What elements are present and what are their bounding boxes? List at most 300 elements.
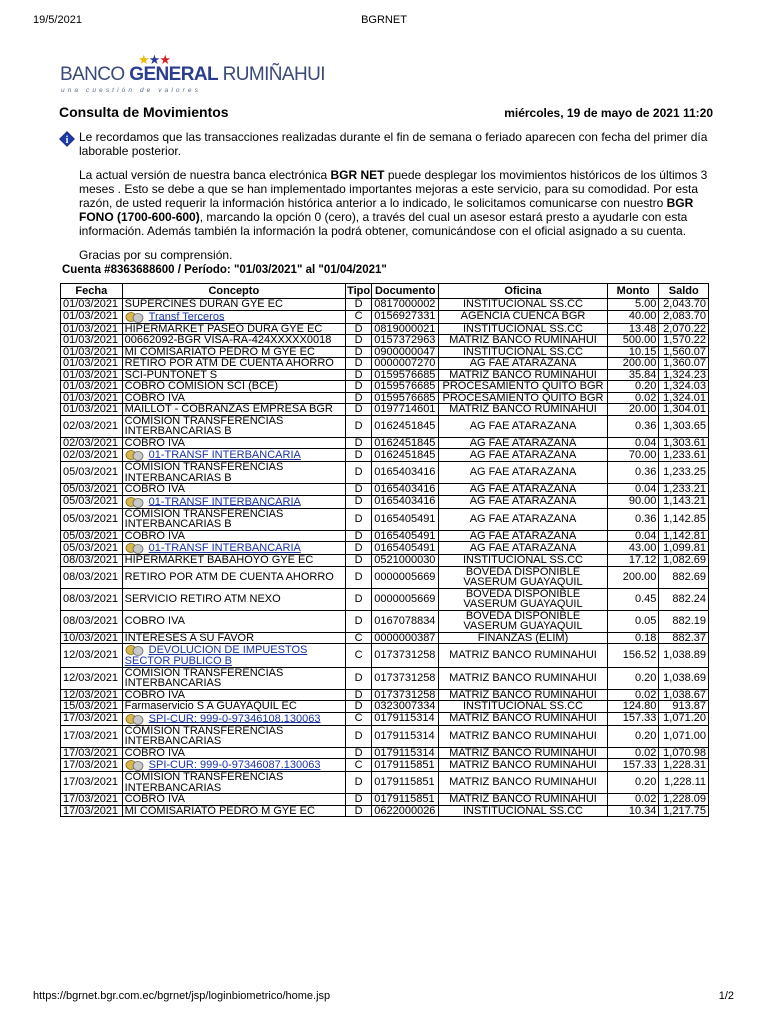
cell-saldo: 882.19 bbox=[659, 610, 709, 632]
cell-concepto: MI COMISARIATO PEDRO M GYE EC bbox=[122, 805, 345, 817]
cell-monto: 17.12 bbox=[607, 555, 659, 567]
cell-documento: 0165403416 bbox=[372, 462, 439, 484]
coins-icon bbox=[125, 496, 147, 508]
notice-thanks: Gracias por su comprensión. bbox=[79, 248, 233, 262]
col-saldo: Saldo bbox=[659, 284, 709, 299]
cell-fecha: 01/03/2021 bbox=[61, 404, 123, 416]
table-row bbox=[61, 323, 709, 335]
cell-saldo: 2,043.70 bbox=[659, 299, 709, 311]
cell-concepto: SCI-PUNTONET S bbox=[122, 369, 345, 381]
cell-tipo: D bbox=[345, 805, 371, 817]
cell-documento: 0162451845 bbox=[372, 449, 439, 462]
cell-fecha: 17/03/2021 bbox=[61, 805, 123, 817]
table-row bbox=[61, 632, 709, 644]
cell-monto: 0.20 bbox=[607, 725, 659, 747]
cell-fecha: 02/03/2021 bbox=[61, 415, 123, 437]
table-row bbox=[61, 566, 709, 588]
cell-fecha: 01/03/2021 bbox=[61, 392, 123, 404]
cell-concepto: COMISION TRANSFERENCIAS INTERBANCARIAS B bbox=[122, 508, 345, 530]
table-row bbox=[61, 805, 709, 817]
print-page-number: 1/2 bbox=[718, 990, 734, 1002]
cell-fecha: 05/03/2021 bbox=[61, 542, 123, 555]
cell-documento: 0157372963 bbox=[372, 335, 439, 347]
cell-documento: 0000007270 bbox=[372, 358, 439, 370]
cell-tipo: D bbox=[345, 346, 371, 358]
cell-monto: 10.15 bbox=[607, 346, 659, 358]
cell-tipo: D bbox=[345, 772, 371, 794]
cell-saldo: 913.87 bbox=[659, 701, 709, 713]
cell-saldo: 1,071.00 bbox=[659, 725, 709, 747]
cell-oficina: MATRIZ BANCO RUMINAHUI bbox=[439, 667, 608, 689]
cell-tipo: D bbox=[345, 437, 371, 449]
cell-oficina: AG FAE ATARAZANA bbox=[439, 495, 608, 508]
cell-documento: 0819000021 bbox=[372, 323, 439, 335]
cell-oficina: PROCESAMIENTO QUITO BGR bbox=[439, 381, 608, 393]
cell-monto: 0.18 bbox=[607, 632, 659, 644]
cell-concepto: COBRO IVA bbox=[122, 610, 345, 632]
coins-icon bbox=[125, 311, 147, 323]
cell-documento: 0165405491 bbox=[372, 542, 439, 555]
cell-tipo: D bbox=[345, 369, 371, 381]
table-row[interactable] bbox=[61, 495, 709, 508]
cell-fecha: 05/03/2021 bbox=[61, 495, 123, 508]
cell-tipo: D bbox=[345, 358, 371, 370]
cell-documento: 0323007334 bbox=[372, 701, 439, 713]
cell-concepto: COBRO IVA bbox=[122, 747, 345, 759]
cell-tipo: C bbox=[345, 712, 371, 725]
cell-fecha: 01/03/2021 bbox=[61, 369, 123, 381]
cell-monto: 124.80 bbox=[607, 701, 659, 713]
cell-fecha: 01/03/2021 bbox=[61, 358, 123, 370]
cell-concepto: COBRO IVA bbox=[122, 689, 345, 701]
cell-tipo: C bbox=[345, 632, 371, 644]
cell-concepto: COBRO IVA bbox=[122, 437, 345, 449]
table-row bbox=[61, 689, 709, 701]
col-fecha: Fecha bbox=[61, 284, 123, 299]
cell-tipo: D bbox=[345, 335, 371, 347]
cell-monto: 0.02 bbox=[607, 392, 659, 404]
cell-fecha: 01/03/2021 bbox=[61, 346, 123, 358]
cell-saldo: 1,099.81 bbox=[659, 542, 709, 555]
cell-saldo: 1,233.21 bbox=[659, 484, 709, 496]
cell-fecha: 05/03/2021 bbox=[61, 462, 123, 484]
table-row bbox=[61, 299, 709, 311]
coins-icon bbox=[125, 542, 147, 554]
cell-monto: 35.84 bbox=[607, 369, 659, 381]
table-row[interactable] bbox=[61, 542, 709, 555]
cell-concepto: COMISION TRANSFERENCIAS INTERBANCARIAS bbox=[122, 667, 345, 689]
table-row[interactable] bbox=[61, 644, 709, 668]
cell-monto: 70.00 bbox=[607, 449, 659, 462]
page-title: Consulta de Movimientos bbox=[59, 104, 229, 120]
cell-fecha: 01/03/2021 bbox=[61, 323, 123, 335]
cell-saldo: 1,071.20 bbox=[659, 712, 709, 725]
cell-saldo: 1,324.01 bbox=[659, 392, 709, 404]
cell-monto: 20.00 bbox=[607, 404, 659, 416]
notice-weekend: Le recordamos que las transacciones realizadas durante el fin de semana o feriado aparecen con fecha del primer día laborable posterior. bbox=[79, 130, 708, 158]
cell-fecha: 17/03/2021 bbox=[61, 747, 123, 759]
cell-documento: 0179115314 bbox=[372, 712, 439, 725]
cell-concepto: MI COMISARIATO PEDRO M GYE EC bbox=[122, 346, 345, 358]
cell-monto: 0.02 bbox=[607, 689, 659, 701]
col-oficina: Oficina bbox=[439, 284, 608, 299]
cell-fecha: 17/03/2021 bbox=[61, 712, 123, 725]
cell-documento: 0159576685 bbox=[372, 381, 439, 393]
cell-documento: 0165403416 bbox=[372, 484, 439, 496]
cell-oficina: INSTITUCIONAL SS.CC bbox=[439, 323, 608, 335]
cell-documento: 0000005669 bbox=[372, 588, 439, 610]
cell-fecha: 01/03/2021 bbox=[61, 299, 123, 311]
svg-text:i: i bbox=[65, 135, 69, 146]
cell-monto: 0.36 bbox=[607, 415, 659, 437]
cell-concepto: COBRO IVA bbox=[122, 392, 345, 404]
coins-icon bbox=[125, 449, 147, 461]
cell-fecha: 02/03/2021 bbox=[61, 437, 123, 449]
cell-documento: 0162451845 bbox=[372, 437, 439, 449]
cell-tipo: D bbox=[345, 566, 371, 588]
cell-tipo: C bbox=[345, 310, 371, 323]
cell-oficina: MATRIZ BANCO RUMINAHUI bbox=[439, 794, 608, 806]
cell-tipo: D bbox=[345, 508, 371, 530]
cell-concepto: HIPERMARKET BABAHOYO GYE EC bbox=[122, 555, 345, 567]
cell-documento: 0156927331 bbox=[372, 310, 439, 323]
cell-documento: 0162451845 bbox=[372, 415, 439, 437]
cell-monto: 40.00 bbox=[607, 310, 659, 323]
cell-monto: 13.48 bbox=[607, 323, 659, 335]
cell-tipo: D bbox=[345, 555, 371, 567]
cell-oficina: AG FAE ATARAZANA bbox=[439, 530, 608, 542]
cell-monto: 156.52 bbox=[607, 644, 659, 668]
cell-monto: 500.00 bbox=[607, 335, 659, 347]
table-row bbox=[61, 610, 709, 632]
cell-documento: 0165405491 bbox=[372, 530, 439, 542]
table-row bbox=[61, 404, 709, 416]
cell-monto: 0.04 bbox=[607, 437, 659, 449]
cell-documento: 0179115851 bbox=[372, 794, 439, 806]
cell-fecha: 17/03/2021 bbox=[61, 759, 123, 772]
cell-oficina: MATRIZ BANCO RUMINAHUI bbox=[439, 644, 608, 668]
cell-monto: 0.04 bbox=[607, 530, 659, 542]
cell-saldo: 1,143.21 bbox=[659, 495, 709, 508]
cell-oficina: AG FAE ATARAZANA bbox=[439, 508, 608, 530]
cell-monto: 0.02 bbox=[607, 794, 659, 806]
cell-oficina: PROCESAMIENTO QUITO BGR bbox=[439, 392, 608, 404]
cell-documento: 0165403416 bbox=[372, 495, 439, 508]
cell-documento: 0173731258 bbox=[372, 689, 439, 701]
cell-saldo: 1,082.69 bbox=[659, 555, 709, 567]
cell-saldo: 1,304.01 bbox=[659, 404, 709, 416]
cell-concepto: COMISION TRANSFERENCIAS INTERBANCARIAS bbox=[122, 772, 345, 794]
cell-monto: 0.04 bbox=[607, 484, 659, 496]
cell-concepto bbox=[122, 644, 345, 668]
cell-fecha: 02/03/2021 bbox=[61, 449, 123, 462]
cell-documento: 0000000387 bbox=[372, 632, 439, 644]
cell-saldo: 1,228.11 bbox=[659, 772, 709, 794]
cell-oficina: FINANZAS (ELIM) bbox=[439, 632, 608, 644]
cell-monto: 90.00 bbox=[607, 495, 659, 508]
cell-saldo: 2,070.22 bbox=[659, 323, 709, 335]
cell-tipo: D bbox=[345, 299, 371, 311]
cell-documento: 0179115851 bbox=[372, 759, 439, 772]
transaction-link[interactable]: Transf Terceros bbox=[148, 310, 225, 323]
cell-concepto: COBRO IVA bbox=[122, 530, 345, 542]
cell-fecha: 17/03/2021 bbox=[61, 772, 123, 794]
cell-saldo: 1,228.09 bbox=[659, 794, 709, 806]
cell-saldo: 1,560.07 bbox=[659, 346, 709, 358]
cell-tipo: D bbox=[345, 588, 371, 610]
cell-concepto bbox=[122, 449, 345, 462]
cell-saldo: 1,038.67 bbox=[659, 689, 709, 701]
cell-saldo: 1,070.98 bbox=[659, 747, 709, 759]
cell-oficina: AG FAE ATARAZANA bbox=[439, 462, 608, 484]
cell-monto: 200.00 bbox=[607, 566, 659, 588]
table-row bbox=[61, 369, 709, 381]
cell-saldo: 1,142.81 bbox=[659, 530, 709, 542]
cell-concepto: COBRO COMISION SCI (BCE) bbox=[122, 381, 345, 393]
table-row bbox=[61, 437, 709, 449]
cell-monto: 0.36 bbox=[607, 462, 659, 484]
cell-fecha: 15/03/2021 bbox=[61, 701, 123, 713]
cell-concepto bbox=[122, 712, 345, 725]
page-datetime: miércoles, 19 de mayo de 2021 11:20 bbox=[504, 106, 713, 120]
cell-concepto: 00662092-BGR VISA-RA-424XXXXX0018 bbox=[122, 335, 345, 347]
cell-oficina: INSTITUCIONAL SS.CC bbox=[439, 805, 608, 817]
table-row bbox=[61, 747, 709, 759]
cell-oficina: BOVEDA DISPONIBLE VASERUM GUAYAQUIL bbox=[439, 610, 608, 632]
cell-concepto bbox=[122, 759, 345, 772]
cell-fecha: 05/03/2021 bbox=[61, 530, 123, 542]
cell-monto: 157.33 bbox=[607, 712, 659, 725]
cell-saldo: 1,038.89 bbox=[659, 644, 709, 668]
cell-fecha: 05/03/2021 bbox=[61, 508, 123, 530]
cell-concepto: RETIRO POR ATM DE CUENTA AHORRO bbox=[122, 566, 345, 588]
coins-icon bbox=[125, 713, 147, 725]
bank-tagline: una cuestión de valores bbox=[61, 87, 201, 94]
cell-tipo: D bbox=[345, 484, 371, 496]
cell-concepto: INTERESES A SU FAVOR bbox=[122, 632, 345, 644]
cell-fecha: 17/03/2021 bbox=[61, 725, 123, 747]
cell-oficina: INSTITUCIONAL SS.CC bbox=[439, 555, 608, 567]
cell-fecha: 01/03/2021 bbox=[61, 381, 123, 393]
table-row bbox=[61, 335, 709, 347]
cell-oficina: AG FAE ATARAZANA bbox=[439, 415, 608, 437]
cell-concepto: HIPERMARKET PASEO DURA GYE EC bbox=[122, 323, 345, 335]
cell-concepto: COBRO IVA bbox=[122, 484, 345, 496]
transaction-link[interactable]: 01-TRANSF INTERBANCARIA bbox=[148, 541, 301, 554]
cell-documento: 0165405491 bbox=[372, 508, 439, 530]
col-concepto: Concepto bbox=[122, 284, 345, 299]
cell-tipo: D bbox=[345, 530, 371, 542]
cell-documento: 0179115314 bbox=[372, 725, 439, 747]
cell-fecha: 10/03/2021 bbox=[61, 632, 123, 644]
cell-saldo: 882.24 bbox=[659, 588, 709, 610]
cell-saldo: 1,038.69 bbox=[659, 667, 709, 689]
cell-oficina: BOVEDA DISPONIBLE VASERUM GUAYAQUIL bbox=[439, 566, 608, 588]
print-date: 19/5/2021 bbox=[33, 14, 82, 26]
col-tipo: Tipo bbox=[347, 285, 371, 297]
cell-fecha: 08/03/2021 bbox=[61, 555, 123, 567]
cell-oficina: AG FAE ATARAZANA bbox=[439, 358, 608, 370]
cell-fecha: 08/03/2021 bbox=[61, 588, 123, 610]
cell-documento: 0179115314 bbox=[372, 747, 439, 759]
cell-saldo: 1,303.65 bbox=[659, 415, 709, 437]
cell-fecha: 01/03/2021 bbox=[61, 310, 123, 323]
cell-tipo: D bbox=[345, 323, 371, 335]
table-row bbox=[61, 392, 709, 404]
table-header-row bbox=[61, 284, 709, 299]
cell-oficina: AG FAE ATARAZANA bbox=[439, 437, 608, 449]
cell-saldo: 1,360.07 bbox=[659, 358, 709, 370]
cell-tipo: D bbox=[345, 495, 371, 508]
cell-oficina: MATRIZ BANCO RUMINAHUI bbox=[439, 335, 608, 347]
cell-monto: 10.34 bbox=[607, 805, 659, 817]
cell-tipo: D bbox=[345, 449, 371, 462]
table-row bbox=[61, 415, 709, 437]
table-row bbox=[61, 462, 709, 484]
cell-oficina: MATRIZ BANCO RUMINAHUI bbox=[439, 404, 608, 416]
cell-monto: 157.33 bbox=[607, 759, 659, 772]
cell-documento: 0521000030 bbox=[372, 555, 439, 567]
cell-saldo: 1,233.61 bbox=[659, 449, 709, 462]
cell-oficina: BOVEDA DISPONIBLE VASERUM GUAYAQUIL bbox=[439, 588, 608, 610]
cell-oficina: AG FAE ATARAZANA bbox=[439, 449, 608, 462]
transaction-link[interactable]: 01-TRANSF INTERBANCARIA bbox=[148, 448, 301, 461]
cell-tipo: D bbox=[345, 415, 371, 437]
cell-tipo: D bbox=[345, 689, 371, 701]
table-row bbox=[61, 725, 709, 747]
account-period: Cuenta #8363688600 / Período: "01/03/2021" al "01/04/2021" bbox=[62, 264, 387, 276]
cell-tipo: D bbox=[345, 381, 371, 393]
cell-documento: 0159576685 bbox=[372, 369, 439, 381]
notice-text bbox=[79, 130, 721, 272]
cell-tipo: D bbox=[345, 404, 371, 416]
cell-concepto: SUPERCINES DURAN GYE EC bbox=[122, 299, 345, 311]
cell-documento: 0817000002 bbox=[372, 299, 439, 311]
transaction-link[interactable]: SPI-CUR: 999-0-97346108.130063 bbox=[148, 712, 321, 725]
cell-saldo: 1,233.25 bbox=[659, 462, 709, 484]
cell-tipo: D bbox=[345, 392, 371, 404]
table-row[interactable] bbox=[61, 759, 709, 772]
transaction-link[interactable]: SPI-CUR: 999-0-97346087.130063 bbox=[148, 758, 321, 771]
cell-oficina: MATRIZ BANCO RUMINAHUI bbox=[439, 369, 608, 381]
cell-tipo: D bbox=[345, 667, 371, 689]
cell-tipo: D bbox=[345, 542, 371, 555]
cell-oficina: MATRIZ BANCO RUMINAHUI bbox=[439, 747, 608, 759]
cell-concepto: COBRO IVA bbox=[122, 794, 345, 806]
cell-tipo: C bbox=[345, 644, 371, 668]
cell-concepto: RETIRO POR ATM DE CUENTA AHORRO bbox=[122, 358, 345, 370]
cell-fecha: 12/03/2021 bbox=[61, 667, 123, 689]
cell-saldo: 1,228.31 bbox=[659, 759, 709, 772]
cell-fecha: 17/03/2021 bbox=[61, 794, 123, 806]
cell-saldo: 882.69 bbox=[659, 566, 709, 588]
cell-documento: 0197714601 bbox=[372, 404, 439, 416]
cell-concepto bbox=[122, 542, 345, 555]
cell-fecha: 01/03/2021 bbox=[61, 335, 123, 347]
table-row bbox=[61, 358, 709, 370]
table-row bbox=[61, 346, 709, 358]
table-row bbox=[61, 530, 709, 542]
cell-saldo: 1,324.23 bbox=[659, 369, 709, 381]
table-row bbox=[61, 508, 709, 530]
cell-concepto: Farmaservicio S A GUAYAQUIL EC bbox=[122, 701, 345, 713]
cell-fecha: 12/03/2021 bbox=[61, 689, 123, 701]
cell-documento: 0179115851 bbox=[372, 772, 439, 794]
cell-documento: 0167078834 bbox=[372, 610, 439, 632]
table-row[interactable] bbox=[61, 712, 709, 725]
cell-saldo: 2,083.70 bbox=[659, 310, 709, 323]
cell-oficina: MATRIZ BANCO RUMINAHUI bbox=[439, 712, 608, 725]
movements-table bbox=[60, 283, 709, 817]
cell-oficina: INSTITUCIONAL SS.CC bbox=[439, 701, 608, 713]
cell-oficina: MATRIZ BANCO RUMINAHUI bbox=[439, 772, 608, 794]
cell-documento: 0173731258 bbox=[372, 644, 439, 668]
cell-tipo: C bbox=[345, 759, 371, 772]
cell-tipo: D bbox=[345, 794, 371, 806]
table-row[interactable] bbox=[61, 310, 709, 323]
cell-oficina: INSTITUCIONAL SS.CC bbox=[439, 299, 608, 311]
cell-fecha: 12/03/2021 bbox=[61, 644, 123, 668]
cell-oficina: MATRIZ BANCO RUMINAHUI bbox=[439, 759, 608, 772]
print-url: https://bgrnet.bgr.com.ec/bgrnet/jsp/loginbiometrico/home.jsp bbox=[33, 990, 331, 1002]
cell-fecha: 08/03/2021 bbox=[61, 610, 123, 632]
cell-oficina: AG FAE ATARAZANA bbox=[439, 484, 608, 496]
cell-documento: 0000005669 bbox=[372, 566, 439, 588]
cell-monto: 0.45 bbox=[607, 588, 659, 610]
logo-stars-icon: ★★★ bbox=[138, 52, 170, 67]
table-row bbox=[61, 555, 709, 567]
transaction-link[interactable]: 01-TRANSF INTERBANCARIA bbox=[148, 495, 301, 508]
cell-monto: 5.00 bbox=[607, 299, 659, 311]
cell-saldo: 1,142.85 bbox=[659, 508, 709, 530]
table-row bbox=[61, 772, 709, 794]
cell-oficina: AGENCIA CUENCA BGR bbox=[439, 310, 608, 323]
cell-concepto: COMISION TRANSFERENCIAS INTERBANCARIAS B bbox=[122, 462, 345, 484]
cell-oficina: MATRIZ BANCO RUMINAHUI bbox=[439, 689, 608, 701]
cell-concepto bbox=[122, 495, 345, 508]
cell-concepto bbox=[122, 310, 345, 323]
col-monto: Monto bbox=[607, 284, 659, 299]
table-row[interactable] bbox=[61, 449, 709, 462]
table-row bbox=[61, 381, 709, 393]
cell-monto: 43.00 bbox=[607, 542, 659, 555]
table-row bbox=[61, 484, 709, 496]
print-title: BGRNET bbox=[361, 14, 407, 26]
cell-tipo: D bbox=[345, 747, 371, 759]
cell-saldo: 1,303.61 bbox=[659, 437, 709, 449]
cell-oficina: AG FAE ATARAZANA bbox=[439, 542, 608, 555]
cell-monto: 0.20 bbox=[607, 667, 659, 689]
cell-monto: 0.20 bbox=[607, 772, 659, 794]
cell-documento: 0900000047 bbox=[372, 346, 439, 358]
coins-icon bbox=[125, 759, 147, 771]
cell-tipo: D bbox=[345, 610, 371, 632]
cell-monto: 0.05 bbox=[607, 610, 659, 632]
table-row bbox=[61, 701, 709, 713]
cell-concepto: COMISION TRANSFERENCIAS INTERBANCARIAS bbox=[122, 725, 345, 747]
transaction-link[interactable]: DEVOLUCION DE IMPUESTOS SECTOR PUBLICO B bbox=[124, 643, 308, 667]
bank-name: BANCO GENERAL RUMIÑAHUI bbox=[60, 64, 325, 85]
cell-fecha: 05/03/2021 bbox=[61, 484, 123, 496]
cell-monto: 0.20 bbox=[607, 381, 659, 393]
cell-monto: 0.02 bbox=[607, 747, 659, 759]
notice-history: La actual versión de nuestra banca electrónica BGR NET puede desplegar los movimientos históricos de los últimos 3 meses . Esto se debe a que se han implementado importantes mejoras a este servicio, para su comodidad. Por esta razón, de usted requerir la información histórica anterior a lo indicado, le solicitamos comunicarse con nuestro BGR FONO (1700-600-600), marcando la opción 0 (cero), a través del cual un asesor estará presto a ayudarle con esta información. Además también la información la podrá obtener, comunicándose con el oficial asignado a su cuenta. bbox=[79, 168, 708, 238]
cell-concepto: MAILLOT - COBRANZAS EMPRESA BGR bbox=[122, 404, 345, 416]
col-documento: Documento bbox=[372, 284, 439, 299]
cell-fecha: 08/03/2021 bbox=[61, 566, 123, 588]
cell-documento: 0173731258 bbox=[372, 667, 439, 689]
cell-oficina: MATRIZ BANCO RUMINAHUI bbox=[439, 725, 608, 747]
